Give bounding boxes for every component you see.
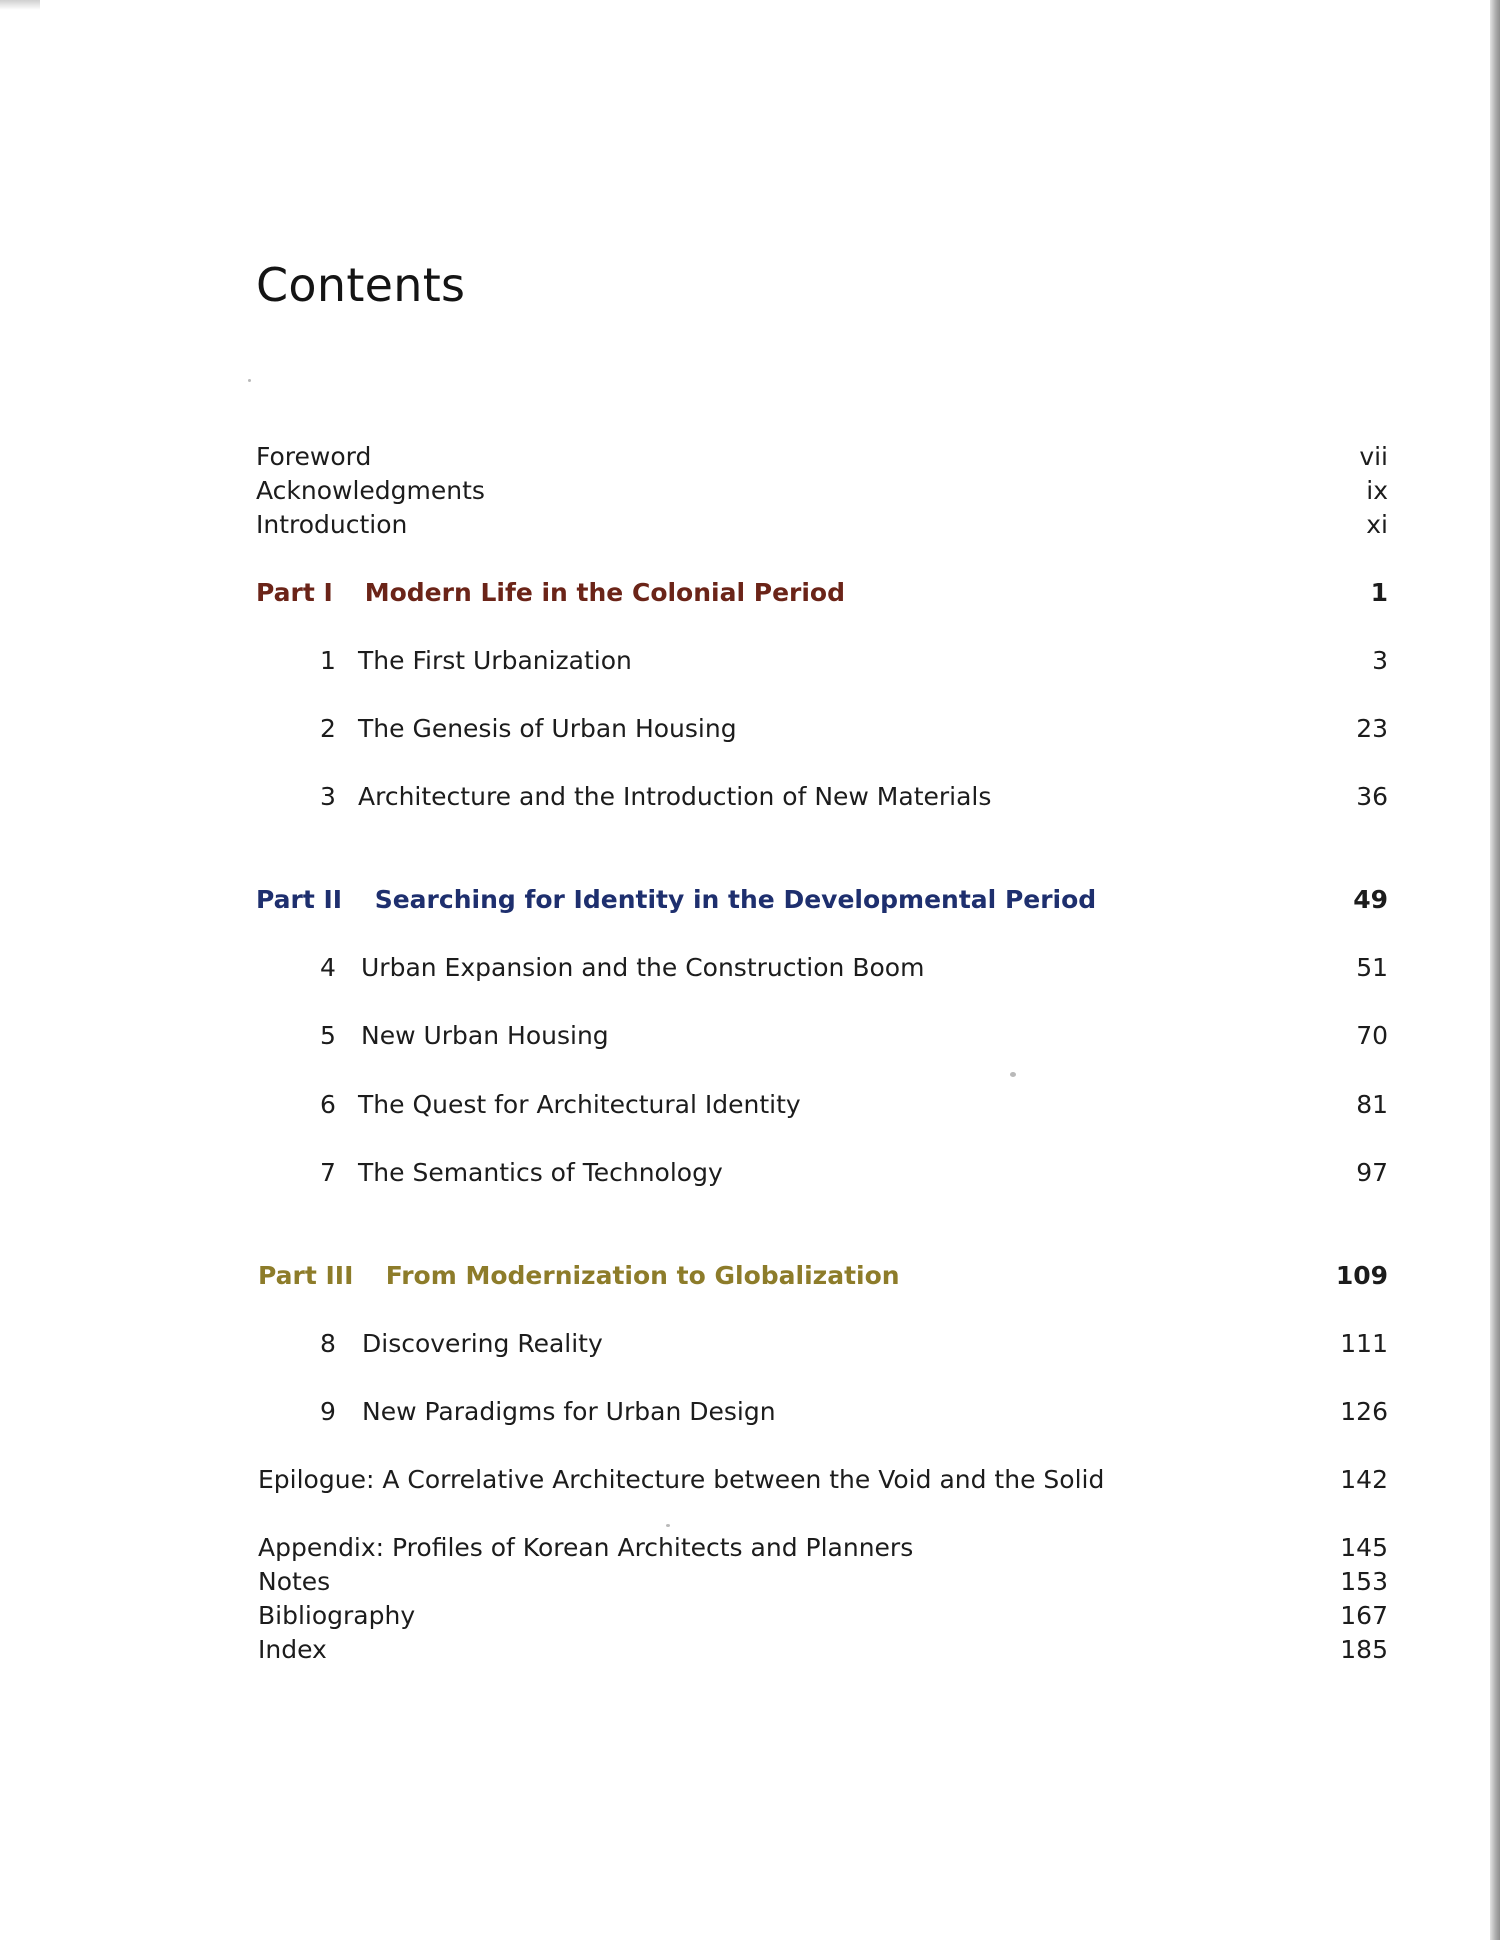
chapter-title: The Genesis of Urban Housing <box>358 714 737 743</box>
chapter-title: The Semantics of Technology <box>358 1158 723 1187</box>
toc-entry-title: Introduction <box>256 510 408 539</box>
part-page: 1 <box>1370 578 1388 607</box>
chapter-page: 36 <box>1356 782 1388 811</box>
toc-entry-page: 145 <box>1340 1533 1388 1562</box>
part-page: 109 <box>1335 1261 1388 1290</box>
scan-corner-mark <box>0 0 40 10</box>
page-edge-shadow <box>1490 0 1500 1940</box>
part-title: Modern Life in the Colonial Period <box>364 578 845 607</box>
toc-entry-page: 185 <box>1340 1635 1388 1664</box>
chapter-page: 51 <box>1356 953 1388 982</box>
chapter-title: Urban Expansion and the Construction Boom <box>361 953 925 982</box>
part-title: From Modernization to Globalization <box>385 1261 900 1290</box>
toc-part-2 <box>256 883 1388 917</box>
chapter-number: 8 <box>320 1329 336 1358</box>
chapter-title: Discovering Reality <box>362 1329 603 1358</box>
chapter-title: The First Urbanization <box>358 646 632 675</box>
part-page: 49 <box>1353 885 1388 914</box>
chapter-number: 1 <box>320 646 336 675</box>
scan-speck <box>666 1524 670 1527</box>
chapter-number: 2 <box>320 714 336 743</box>
chapter-number: 9 <box>320 1397 336 1426</box>
chapter-title: Architecture and the Introduction of New Materials <box>358 782 992 811</box>
toc-entry-title: Appendix: Profiles of Korean Architects and Planners <box>258 1533 914 1562</box>
toc-entry-title: Acknowledgments <box>256 476 485 505</box>
chapter-title: New Urban Housing <box>361 1021 609 1050</box>
part-label: Part II <box>256 885 343 914</box>
toc-part-3 <box>258 1259 1388 1293</box>
chapter-number: 3 <box>320 782 336 811</box>
chapter-page: 23 <box>1356 714 1388 743</box>
toc-entry-title: Foreword <box>256 442 372 471</box>
chapter-title: The Quest for Architectural Identity <box>358 1090 801 1119</box>
toc-entry-notes <box>258 1565 1388 1599</box>
toc-entry-acknowledgments <box>256 474 1388 508</box>
chapter-page: 111 <box>1340 1329 1388 1358</box>
toc-entry-foreword <box>256 440 1388 474</box>
toc-entry-page: xi <box>1366 510 1388 539</box>
chapter-page: 81 <box>1356 1090 1388 1119</box>
chapter-number: 5 <box>320 1021 336 1050</box>
toc-entry-page: 153 <box>1340 1567 1388 1596</box>
chapter-number: 4 <box>320 953 336 982</box>
toc-entry-appendix <box>258 1531 1388 1565</box>
toc-entry-title: Notes <box>258 1567 331 1596</box>
toc-entry-epilogue <box>258 1463 1388 1497</box>
scan-speck <box>1010 1072 1016 1077</box>
contents-heading: Contents <box>256 258 466 312</box>
chapter-page: 97 <box>1356 1158 1388 1187</box>
scan-speck <box>248 379 251 382</box>
chapter-page: 70 <box>1356 1021 1388 1050</box>
toc-entry-title: Bibliography <box>258 1601 416 1630</box>
chapter-page: 126 <box>1340 1397 1388 1426</box>
toc-entry-bibliography <box>258 1599 1388 1633</box>
chapter-page: 3 <box>1372 646 1388 675</box>
toc-entry-title: Index <box>258 1635 327 1664</box>
chapter-number: 7 <box>320 1158 336 1187</box>
chapter-title: New Paradigms for Urban Design <box>362 1397 776 1426</box>
toc-entry-index <box>258 1633 1388 1667</box>
toc-entry-page: ix <box>1366 476 1388 505</box>
toc-entry-introduction <box>256 508 1388 542</box>
toc-part-1 <box>256 576 1388 610</box>
chapter-number: 6 <box>320 1090 336 1119</box>
part-label: Part I <box>256 578 333 607</box>
toc-entry-page: 167 <box>1340 1601 1388 1630</box>
toc-entry-title: Epilogue: A Correlative Architecture between the Void and the Solid <box>258 1465 1105 1494</box>
toc-entry-page: vii <box>1359 442 1388 471</box>
toc-entry-page: 142 <box>1340 1465 1388 1494</box>
part-title: Searching for Identity in the Developmental Period <box>374 885 1097 914</box>
part-label: Part III <box>258 1261 354 1290</box>
